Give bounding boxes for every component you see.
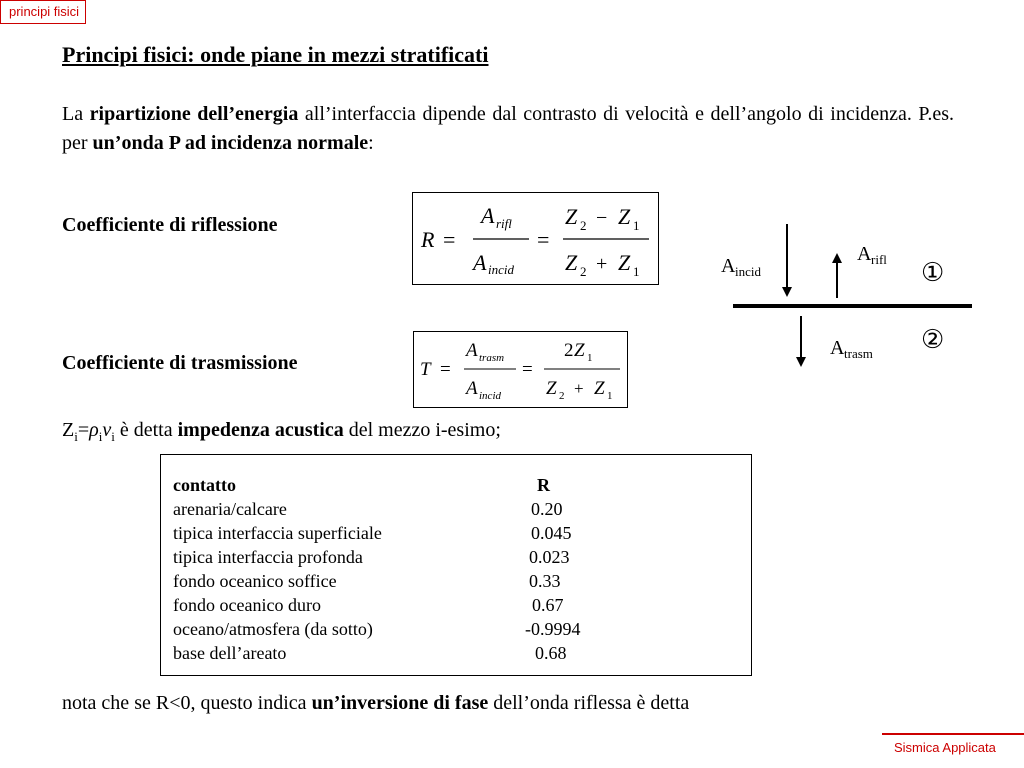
footer-rule [882,733,1024,735]
t-den-sub: incid [479,390,501,402]
imp-z: Z [62,419,75,441]
table-cell-r: 0.20 [531,499,563,519]
r-num-Z1: Z [618,204,631,229]
reflection-label: Coefficiente di riflessione [62,214,278,236]
imp-v: v [102,419,112,441]
footer-label: Sismica Applicata [894,740,996,755]
t-eq-2: = [522,359,533,380]
table-cell-contatto: tipica interfaccia profonda [173,547,363,567]
table-cell-contatto: arenaria/calcare [173,499,287,519]
r-minus: − [596,207,608,229]
table-cell-contatto: oceano/atmosfera (da sotto) [173,619,373,639]
intro-bold-1: ripartizione dell’energia [89,103,299,125]
imp-v-sub: i [111,429,115,444]
imp-z-sub: i [74,429,78,444]
incid-A: A [721,255,736,277]
phase-inversion-note [62,692,689,715]
wave-diagram [700,220,990,380]
table-cell-r: 0.67 [532,595,564,615]
r-num-Z2: Z [565,204,578,229]
table-cell-contatto: base dell’areato [173,643,287,663]
imp-eq: = [77,419,90,441]
t-den-Z2: Z [546,378,557,399]
table-cell-contatto: fondo oceanico soffice [173,571,337,591]
table-cell-r: 0.045 [531,523,572,543]
transmission-formula-svg [414,332,627,407]
r-plus: + [596,253,608,275]
slide-title: Principi fisici: onde piane in mezzi stratificati [62,42,489,67]
impedance-line [62,419,501,445]
table-row [173,594,564,616]
table-header-r: R [537,475,550,495]
imp-text-2: del mezzo i-esimo; [343,419,501,441]
reflection-formula-svg [413,193,658,284]
r-den-Z1: Z [618,250,631,275]
table-cell-r: 0.33 [529,571,561,591]
transmission-formula [413,331,628,408]
t-den-A: A [466,378,478,399]
intro-bold-2: un’onda P ad incidenza normale [92,132,369,154]
imp-text-1: è detta [114,419,178,441]
incid-sub: incid [735,264,761,279]
r-den-Z2: Z [565,250,578,275]
note-bold: un’inversione di fase [311,692,489,714]
r-den-Z2-sub: 2 [580,264,587,279]
r-num-sub: rifl [496,216,512,231]
imp-rho: ρ [89,419,99,441]
imp-rho-sub: i [98,429,103,444]
r-den-sub: incid [488,262,514,277]
medium-2-marker: ② [921,325,945,355]
r-num-A: A [481,203,495,228]
t-num-Z1-sub: 1 [587,352,593,364]
rifl-sub: rifl [871,252,887,267]
r-num-Z2-sub: 2 [580,218,587,233]
table-cell-r: 0.68 [535,643,567,663]
table-row [173,546,570,568]
table-cell-contatto: tipica interfaccia superficiale [173,523,382,543]
table-header-contatto: contatto [173,475,236,495]
t-eq-1: = [440,359,451,380]
table-row [173,570,561,592]
rifl-A: A [857,243,872,265]
note-text-1: nota che se R<0, questo indica [62,692,312,714]
r-den-A: A [473,250,487,275]
r-lhs: R [421,227,435,252]
t-den-Z2-sub: 2 [559,390,565,402]
section-tag: principi fisici [0,0,86,24]
transmission-label: Coefficiente di trasmissione [62,352,298,374]
trasm-sub: trasm [844,346,873,361]
r-eq-1: = [443,227,456,252]
r-num-Z1-sub: 1 [633,218,640,233]
t-num-Z1: Z [574,340,585,361]
intro-text-2: all’interfaccia dipende dal contrasto di velocità e dell’angolo di incidenza. P.es. per [62,103,954,154]
reflection-table [160,454,752,676]
medium-1-marker: ① [921,258,945,288]
note-text-2: dell’onda riflessa è detta [488,692,690,714]
r-eq-2: = [537,227,550,252]
trasm-A: A [830,337,845,359]
table-row [173,642,567,664]
table-cell-r: 0.023 [529,547,570,567]
t-lhs: T [420,359,431,380]
t-plus: + [574,379,584,398]
reflection-formula [412,192,659,285]
intro-text-1: La [62,103,90,125]
t-den-Z1-sub: 1 [607,390,613,402]
table-cell-contatto: fondo oceanico duro [173,595,321,615]
t-num-sub: trasm [479,352,505,364]
imp-bold: impedenza acustica [177,419,344,441]
t-num-2: 2 [564,340,574,361]
intro-paragraph [62,100,954,158]
table-header-row [173,474,550,496]
r-den-Z1-sub: 1 [633,264,640,279]
t-num-A: A [466,340,478,361]
table-row [173,522,572,544]
table-cell-r: -0.9994 [525,619,581,639]
table-row [173,498,563,520]
intro-text-3: : [368,132,374,154]
t-den-Z1: Z [594,378,605,399]
table-row [173,618,581,640]
